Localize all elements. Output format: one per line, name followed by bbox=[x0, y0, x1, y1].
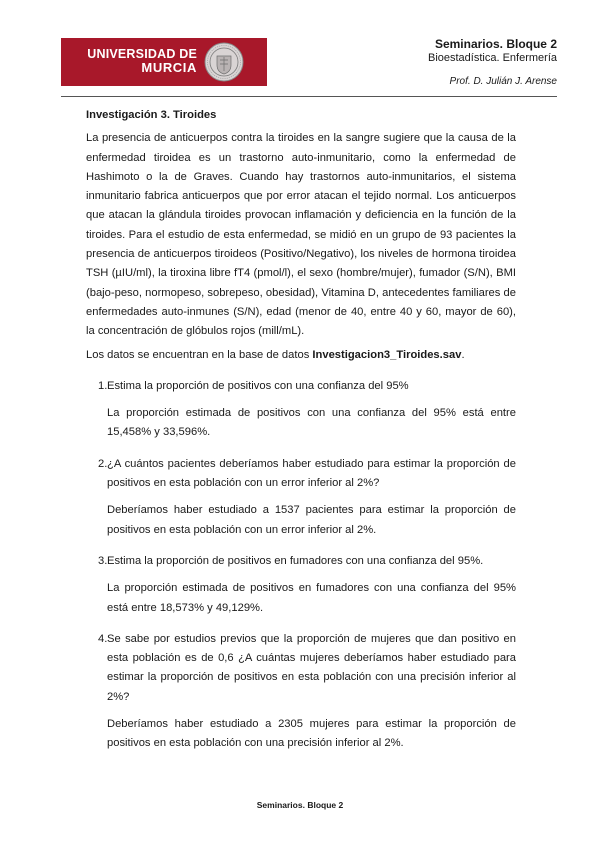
question-item bbox=[86, 630, 516, 754]
answer-text: La proporción estimada de positivos en fumadores con una confianza del 95% está entre 18,573% y 49,129%. bbox=[107, 582, 516, 614]
question-text: ¿A cuántos pacientes deberíamos haber estudiado para estimar la proporción de positivos en esta población con un error inferior al 2%? bbox=[107, 457, 516, 490]
question-item bbox=[86, 552, 516, 618]
data-source-suffix: . bbox=[461, 348, 465, 361]
question-list bbox=[86, 377, 516, 754]
data-source-prefix: Los datos se encuentran en la base de datos bbox=[86, 348, 313, 361]
question-text: Estima la proporción de positivos con una confianza del 95% bbox=[107, 379, 409, 392]
header-divider bbox=[61, 96, 557, 97]
question-number: 1. bbox=[98, 379, 108, 392]
section-title: Investigación 3. Tiroides bbox=[86, 109, 217, 121]
logo-line-1: UNIVERSIDAD DE bbox=[87, 47, 197, 61]
header-subtitle: Bioestadística. Enfermería bbox=[427, 52, 557, 64]
logo-line-2: MURCIA bbox=[141, 60, 197, 75]
question-text: Se sabe por estudios previos que la proporción de mujeres que dan positivo en esta población es de 0,6 ¿A cuántas mujeres deberíamos haber estudiado para estimar la proporción de positivos en esta población con una precisión inferior al 2%? bbox=[107, 632, 516, 703]
header-title: Seminarios. Bloque 2 bbox=[434, 37, 557, 51]
question-item bbox=[86, 377, 516, 443]
university-seal-icon bbox=[204, 42, 244, 82]
data-file-name: Investigacion3_Tiroides.sav bbox=[312, 348, 462, 361]
logo-text bbox=[75, 47, 197, 75]
question-item bbox=[86, 455, 516, 540]
data-source-line bbox=[86, 346, 516, 365]
question-text: Estima la proporción de positivos en fumadores con una confianza del 95%. bbox=[107, 554, 484, 567]
header-info bbox=[428, 37, 557, 89]
answer-text: Deberíamos haber estudiado a 1537 pacientes para estimar la proporción de positivos en esta población con un error inferior al 2%. bbox=[107, 504, 516, 536]
answer-text: Deberíamos haber estudiado a 2305 mujeres para estimar la proporción de positivos en esta población con una precisión inferior al 2%. bbox=[107, 718, 516, 750]
question-number: 4. bbox=[98, 632, 108, 645]
page-footer: Seminarios. Bloque 2 bbox=[256, 800, 344, 810]
answer-text: La proporción estimada de positivos con una confianza del 95% está entre 15,458% y 33,596%. bbox=[107, 407, 516, 439]
intro-paragraph: La presencia de anticuerpos contra la tiroides en la sangre sugiere que la causa de la enfermedad tiroidea es un trastorno auto-inmunitario, como la enfermedad de Hashimoto o la de Graves. Cuando hay trastornos auto-inmunitarios, el sistema inmunitario fabrica anticuerpos que por error atacan el tejido normal. Los anticuerpos que atacan la glándula tiroides provocan inflamación y deficiencia en la función de la tiroides. Para el estudio de esta enfermedad, se midió en un grupo de 93 pacientes la presencia de anticuerpos tiroideos (Positivo/Negativo), los niveles de hormona tiroidea TSH (µIU/ml), la tiroxina libre fT4 (pmol/l), el sexo (hombre/mujer), fumador (S/N), BMI (bajo-peso, normopeso, sobrepeso, obesidad), Vitamina D, antecedentes familiares de enfermedades auto-inmunes (S/N), edad (menor de 40, entre 40 y 60, mayor de 60), la concentración de glóbulos rojos (mill/mL). bbox=[86, 132, 516, 338]
document-body bbox=[86, 106, 516, 766]
university-logo bbox=[61, 38, 267, 86]
question-number: 2. bbox=[98, 457, 108, 470]
header-author: Prof. D. Julián J. Arense bbox=[449, 76, 557, 87]
question-number: 3. bbox=[98, 554, 108, 567]
